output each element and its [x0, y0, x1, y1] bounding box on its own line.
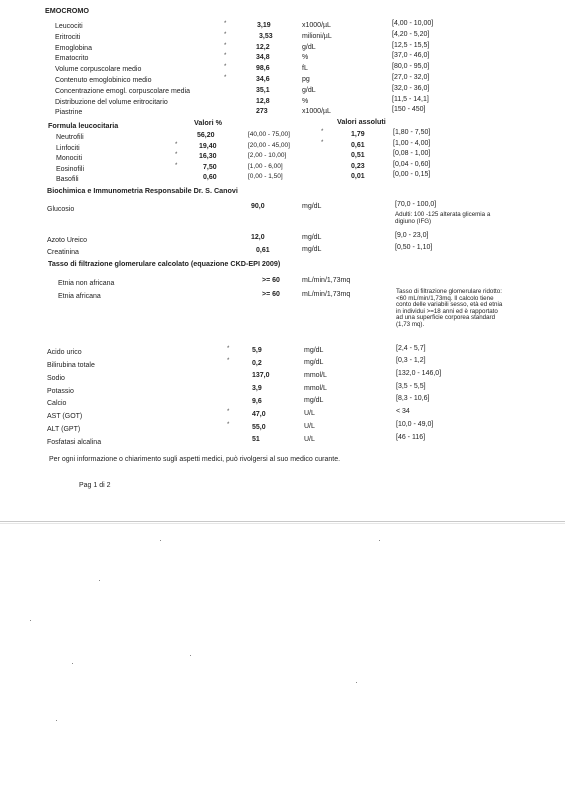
test-value: 5,9 — [252, 347, 262, 354]
test-unit: mL/min/1,73mq — [302, 291, 351, 298]
abnormal-flag: * — [227, 358, 230, 364]
test-value: 273 — [256, 108, 268, 115]
absolute-value: 0,61 — [351, 142, 365, 149]
absolute-value: 0,51 — [351, 152, 365, 159]
reference-range: [10,0 - 49,0] — [396, 421, 434, 428]
test-name: Eosinofili — [56, 166, 85, 173]
test-name: Piastrine — [55, 109, 83, 116]
reference-range: [9,0 - 23,0] — [395, 232, 429, 239]
reference-range: [27,0 - 32,0] — [392, 74, 430, 81]
test-name: ALT (GPT) — [47, 426, 81, 433]
test-unit: mg/dL — [304, 359, 324, 366]
page-divider — [0, 521, 565, 522]
section-title-gfr: Tasso di filtrazione glomerulare calcolato (equazione CKD-EPI 2009) — [48, 259, 281, 268]
footer-info: Per ogni informazione o chiarimento sugli aspetti medici, può rivolgersi al suo medico curante. — [49, 456, 341, 463]
scan-speck — [190, 655, 191, 656]
reference-range: [4,20 - 5,20] — [392, 31, 430, 38]
absolute-value: 1,79 — [351, 131, 365, 138]
test-value: 9,6 — [252, 398, 262, 405]
reference-range: [70,0 - 100,0] — [395, 201, 437, 208]
test-unit: mg/dL — [304, 347, 324, 354]
reference-range: [46 - 116] — [396, 434, 426, 441]
abnormal-flag: * — [175, 163, 178, 169]
test-value: 137,0 — [252, 372, 270, 379]
test-value: 98,6 — [256, 65, 270, 72]
test-name: Creatinina — [47, 249, 79, 256]
percent-value: 0,60 — [203, 174, 217, 181]
column-header-percent: Valori % — [194, 118, 222, 127]
abnormal-flag: * — [321, 129, 324, 135]
test-unit: mg/dL — [304, 397, 324, 404]
test-value: 34,8 — [256, 54, 270, 61]
percent-range: [40,00 - 75,00] — [248, 131, 290, 138]
reference-range: [2,4 - 5,7] — [396, 345, 426, 352]
test-unit: g/dL — [302, 44, 316, 51]
test-name: Concentrazione emogl. corpuscolare media — [55, 88, 191, 95]
test-unit: fL — [302, 65, 308, 72]
percent-range: [1,00 - 6,00] — [248, 163, 283, 170]
test-unit: mg/dL — [302, 234, 322, 241]
abnormal-flag: * — [224, 75, 227, 81]
abnormal-flag: * — [227, 409, 230, 415]
abnormal-flag: * — [175, 152, 178, 158]
percent-range: [0,00 - 1,50] — [248, 173, 283, 180]
reference-note: Adulti: 100 -125 alterata glicemia a digiuno (IFG) — [395, 211, 491, 225]
reference-range: [0,3 - 1,2] — [396, 357, 426, 364]
test-name: Contenuto emoglobinico medio — [55, 77, 152, 84]
test-name: Etnia non africana — [58, 280, 115, 287]
section-title-biochimica: Biochimica e Immunometria Responsabile Dr. S. Canovi — [47, 186, 238, 195]
scan-speck — [72, 663, 73, 664]
reference-range: [8,3 - 10,6] — [396, 395, 430, 402]
percent-range: [2,00 - 10,00] — [248, 152, 287, 159]
test-value: 12,8 — [256, 98, 270, 105]
test-name: Monociti — [56, 155, 83, 162]
test-name: Etnia africana — [58, 293, 101, 300]
test-unit: milioni/µL — [302, 33, 332, 40]
test-name: Emoglobina — [55, 45, 92, 52]
test-unit: pg — [302, 76, 310, 83]
reference-range: [11,5 - 14,1] — [392, 96, 429, 103]
scan-speck — [356, 682, 357, 683]
section-title-formula: Formula leucocitaria — [48, 121, 119, 130]
test-unit: U/L — [304, 423, 315, 430]
percent-value: 56,20 — [197, 132, 215, 139]
test-name: Glucosio — [47, 206, 75, 213]
test-value: >= 60 — [262, 277, 280, 284]
test-value: 34,6 — [256, 76, 270, 83]
absolute-value: 0,23 — [351, 163, 365, 170]
scan-speck — [160, 540, 161, 541]
test-value: 55,0 — [252, 424, 266, 431]
absolute-range: [1,80 - 7,50] — [393, 129, 431, 136]
test-unit: % — [302, 98, 309, 105]
test-name: Acido urico — [47, 349, 82, 356]
percent-value: 16,30 — [199, 153, 217, 160]
absolute-range: [0,04 - 0,60] — [393, 161, 431, 168]
abnormal-flag: * — [224, 32, 227, 38]
test-unit: mmol/L — [304, 372, 327, 379]
abnormal-flag: * — [321, 140, 324, 146]
test-value: 12,0 — [251, 234, 265, 241]
abnormal-flag: * — [224, 43, 227, 49]
absolute-range: [0,08 - 1,00] — [393, 150, 431, 157]
test-name: Leucociti — [55, 23, 83, 30]
test-name: Distribuzione del volume eritrocitario — [55, 99, 168, 106]
page-divider-shadow — [0, 523, 565, 524]
test-name: Ematocrito — [55, 55, 89, 62]
test-value: 12,2 — [256, 44, 270, 51]
test-value: 35,1 — [256, 87, 270, 94]
abnormal-flag: * — [227, 422, 230, 428]
test-name: Fosfatasi alcalina — [47, 439, 102, 446]
test-unit: x1000/µL — [302, 108, 331, 115]
reference-range: [32,0 - 36,0] — [392, 85, 430, 92]
test-name: Bilirubina totale — [47, 362, 95, 369]
abnormal-flag: * — [227, 346, 230, 352]
test-name: Potassio — [47, 388, 74, 395]
test-name: Neutrofili — [56, 134, 84, 141]
test-value: 3,9 — [252, 385, 262, 392]
reference-range: [3,5 - 5,5] — [396, 383, 426, 390]
percent-value: 7,50 — [203, 164, 217, 171]
absolute-value: 0,01 — [351, 173, 365, 180]
test-name: Eritrociti — [55, 34, 81, 41]
test-name: Volume corpuscolare medio — [55, 66, 142, 73]
test-unit: % — [302, 54, 309, 61]
percent-value: 19,40 — [199, 143, 217, 150]
absolute-range: [1,00 - 4,00] — [393, 140, 431, 147]
percent-range: [20,00 - 45,00] — [248, 142, 290, 149]
test-value: 47,0 — [252, 411, 266, 418]
test-value: 51 — [252, 436, 260, 443]
test-name: Azoto Ureico — [47, 237, 88, 244]
test-unit: mg/dL — [302, 203, 322, 210]
test-unit: mmol/L — [304, 385, 327, 392]
test-name: Linfociti — [56, 145, 80, 152]
test-unit: g/dL — [302, 87, 316, 94]
scan-speck — [379, 540, 380, 541]
test-name: Calcio — [47, 400, 67, 407]
absolute-range: [0,00 - 0,15] — [393, 171, 431, 178]
gfr-note: Tasso di filtrazione glomerulare ridotto: <60 mL/min/1,73mq. Il calcolo tiene conto delle variabili sesso, età ed etnia in individui >=18 anni ed è rapportato ad una superficie corporea standard (1,73 mq). — [396, 288, 503, 328]
section-title-emocromo: EMOCROMO — [45, 6, 89, 15]
reference-range: [150 - 450] — [392, 106, 426, 113]
reference-range: [132,0 - 146,0] — [396, 370, 442, 377]
test-value: 3,53 — [259, 33, 273, 40]
reference-range: [0,50 - 1,10] — [395, 244, 433, 251]
test-unit: mg/dL — [302, 246, 322, 253]
abnormal-flag: * — [175, 142, 178, 148]
scan-speck — [99, 580, 100, 581]
test-value: >= 60 — [262, 291, 280, 298]
test-name: Sodio — [47, 375, 65, 382]
reference-range: [37,0 - 46,0] — [392, 52, 430, 59]
test-unit: U/L — [304, 410, 315, 417]
test-name: AST (GOT) — [47, 413, 83, 420]
test-value: 3,19 — [257, 22, 271, 29]
column-header-absolute: Valori assoluti — [337, 117, 386, 126]
reference-range: [80,0 - 95,0] — [392, 63, 430, 70]
page-number: Pag 1 di 2 — [79, 482, 111, 489]
reference-range: [4,00 - 10,00] — [392, 20, 434, 27]
scan-speck — [30, 620, 31, 621]
test-unit: mL/min/1,73mq — [302, 277, 351, 284]
test-value: 90,0 — [251, 203, 265, 210]
test-unit: U/L — [304, 436, 315, 443]
reference-range: < 34 — [396, 408, 410, 415]
abnormal-flag: * — [224, 53, 227, 59]
test-name: Basofili — [56, 176, 79, 183]
test-unit: x1000/µL — [302, 22, 331, 29]
test-value: 0,61 — [256, 247, 270, 254]
scan-speck — [56, 720, 57, 721]
abnormal-flag: * — [224, 21, 227, 27]
reference-range: [12,5 - 15,5] — [392, 42, 430, 49]
abnormal-flag: * — [224, 64, 227, 70]
test-value: 0,2 — [252, 360, 262, 367]
